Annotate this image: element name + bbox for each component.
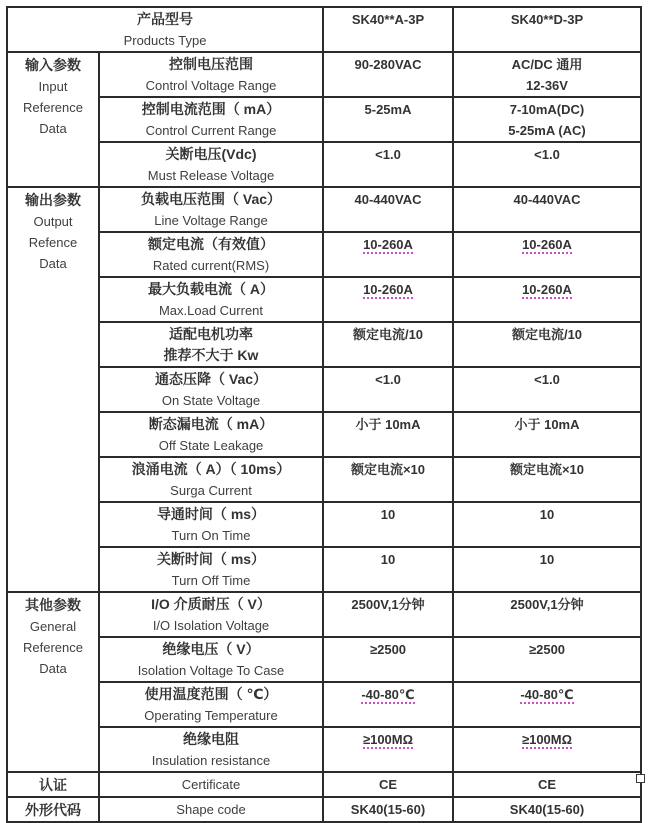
value-cell-a	[323, 277, 453, 322]
value-cell-d	[453, 592, 641, 637]
model-d-label: SK40**D-3P	[510, 12, 584, 27]
value-line: <1.0	[534, 372, 560, 387]
value-cell-a	[323, 412, 453, 457]
table-row	[7, 682, 641, 727]
value-cell-a	[323, 52, 453, 97]
value-line: 小于 10mA	[514, 417, 580, 432]
value-cell-a	[323, 502, 453, 547]
table-row	[7, 322, 641, 367]
value-line: 额定电流×10	[350, 462, 426, 477]
value-cell-d	[453, 367, 641, 412]
value-line	[456, 234, 638, 255]
spellcheck-underline: 10-260A	[522, 282, 572, 297]
param-cell	[99, 682, 323, 727]
table-row	[7, 412, 641, 457]
spellcheck-underline: -40-80℃	[520, 687, 574, 702]
param-label-zh: 适配电机功率	[169, 326, 253, 342]
param-cell	[99, 457, 323, 502]
param-label-en: Shape code	[176, 802, 246, 817]
value-cell-d	[453, 232, 641, 277]
param-label-zh: 关断时间（ ms）	[156, 551, 266, 567]
param-cell	[99, 772, 323, 797]
value-line: 40-440VAC	[354, 192, 422, 207]
value-cell-d	[453, 187, 641, 232]
section-cell	[7, 797, 99, 822]
param-cell	[99, 367, 323, 412]
value-line: CE	[537, 777, 557, 792]
param-cell	[99, 727, 323, 772]
param-label-en: Max.Load Current	[158, 303, 264, 318]
param-label-en: Turn On Time	[171, 528, 251, 543]
spellcheck-underline: 10-260A	[363, 237, 413, 252]
section-label-zh: 其他参数	[25, 597, 81, 613]
value-line: 12-36V	[526, 78, 568, 93]
table-row	[7, 502, 641, 547]
section-label-en: Data	[39, 121, 67, 136]
table-resize-handle[interactable]	[636, 774, 645, 783]
param-label-en: 推荐不大于 Kw	[163, 347, 259, 363]
value-cell-d	[453, 547, 641, 592]
value-cell-d	[453, 277, 641, 322]
param-cell	[99, 547, 323, 592]
value-cell-a	[323, 592, 453, 637]
table-row	[7, 97, 641, 142]
value-cell-d	[453, 797, 641, 822]
header-model-d-cell	[453, 7, 641, 52]
param-cell	[99, 142, 323, 187]
param-label-zh: 导通时间（ ms）	[156, 506, 266, 522]
value-line: 10	[539, 507, 555, 522]
spellcheck-underline: ≥100MΩ	[521, 732, 573, 747]
param-label-en: Control Current Range	[145, 123, 277, 138]
value-line	[326, 234, 450, 255]
value-cell-a	[323, 682, 453, 727]
param-cell	[99, 637, 323, 682]
value-cell-a	[323, 637, 453, 682]
param-cell	[99, 502, 323, 547]
spellcheck-underline: -40-80℃	[361, 687, 415, 702]
spec-table-body	[7, 7, 641, 822]
param-label-zh: 控制电流范围（ mA）	[141, 101, 281, 117]
section-label-zh: 输入参数	[25, 57, 81, 73]
table-row	[7, 637, 641, 682]
param-cell	[99, 187, 323, 232]
param-label-zh: 额定电流（有效值）	[148, 236, 274, 252]
table-row	[7, 52, 641, 97]
section-label-en: Output	[33, 214, 73, 229]
value-cell-d	[453, 502, 641, 547]
value-line	[456, 729, 638, 750]
value-cell-d	[453, 772, 641, 797]
value-line: 额定电流/10	[352, 327, 424, 342]
param-cell	[99, 592, 323, 637]
value-cell-d	[453, 322, 641, 367]
value-line	[456, 684, 638, 705]
param-cell	[99, 52, 323, 97]
section-cell	[7, 772, 99, 797]
param-label-en: Off State Leakage	[158, 438, 264, 453]
value-line: SK40(15-60)	[509, 802, 585, 817]
value-cell-a	[323, 457, 453, 502]
param-label-en: Rated current(RMS)	[152, 258, 270, 273]
value-line: 小于 10mA	[355, 417, 421, 432]
value-line: 额定电流/10	[511, 327, 583, 342]
table-row	[7, 797, 641, 822]
value-line: 40-440VAC	[513, 192, 581, 207]
value-cell-d	[453, 52, 641, 97]
table-row	[7, 547, 641, 592]
param-label-en: I/O Isolation Voltage	[152, 618, 270, 633]
param-cell	[99, 412, 323, 457]
table-row	[7, 772, 641, 797]
table-row	[7, 367, 641, 412]
spellcheck-underline: ≥100MΩ	[362, 732, 414, 747]
value-line: 2500V,1分钟	[510, 597, 584, 612]
value-cell-a	[323, 547, 453, 592]
section-label-zh: 外形代码	[25, 802, 81, 818]
value-cell-d	[453, 457, 641, 502]
value-cell-a	[323, 772, 453, 797]
value-cell-a	[323, 797, 453, 822]
section-cell	[7, 52, 99, 187]
section-label-en: Refence	[28, 235, 78, 250]
spec-table	[6, 6, 642, 823]
param-cell	[99, 97, 323, 142]
value-line	[456, 279, 638, 300]
value-cell-d	[453, 97, 641, 142]
value-cell-d	[453, 727, 641, 772]
value-cell-d	[453, 637, 641, 682]
param-label-zh: 控制电压范围	[169, 56, 253, 72]
value-line: <1.0	[375, 147, 401, 162]
table-row	[7, 592, 641, 637]
value-line: SK40(15-60)	[350, 802, 426, 817]
value-cell-a	[323, 232, 453, 277]
param-label-zh: 断态漏电流（ mA）	[148, 416, 274, 432]
value-line: 10	[380, 507, 396, 522]
table-row	[7, 277, 641, 322]
value-cell-a	[323, 367, 453, 412]
value-line: CE	[378, 777, 398, 792]
param-cell	[99, 232, 323, 277]
value-line: <1.0	[375, 372, 401, 387]
value-cell-d	[453, 142, 641, 187]
section-cell	[7, 592, 99, 772]
param-label-en: Insulation resistance	[151, 753, 271, 768]
section-label-en: Data	[39, 256, 67, 271]
param-label-zh: 绝缘电压（ V）	[162, 641, 260, 657]
param-label-en: Must Release Voltage	[147, 168, 275, 183]
value-line: 10	[539, 552, 555, 567]
section-label-en: Data	[39, 661, 67, 676]
table-row	[7, 727, 641, 772]
value-line: ≥2500	[369, 642, 407, 657]
value-line: 2500V,1分钟	[351, 597, 425, 612]
value-line: 90-280VAC	[354, 57, 422, 72]
header-product-type-cell	[7, 7, 323, 52]
table-row	[7, 232, 641, 277]
value-line	[326, 729, 450, 750]
value-line: 额定电流×10	[509, 462, 585, 477]
value-cell-a	[323, 97, 453, 142]
param-label-zh: I/O 介质耐压（ V）	[151, 596, 271, 612]
value-line: 10	[380, 552, 396, 567]
spellcheck-underline: 10-260A	[522, 237, 572, 252]
section-cell	[7, 187, 99, 592]
param-label-en: Operating Temperature	[144, 708, 278, 723]
section-label-en: General	[29, 619, 77, 634]
param-label-en: Line Voltage Range	[154, 213, 268, 228]
param-cell	[99, 277, 323, 322]
value-cell-a	[323, 187, 453, 232]
header-model-a-cell	[323, 7, 453, 52]
param-label-zh: 最大负载电流（ A）	[148, 281, 274, 297]
param-label-en: Certificate	[181, 777, 241, 792]
table-row	[7, 187, 641, 232]
param-label-zh: 关断电压(Vdc)	[165, 146, 257, 162]
value-cell-a	[323, 322, 453, 367]
value-line: AC/DC 通用	[511, 57, 583, 72]
section-label-en: Reference	[23, 640, 83, 655]
value-cell-d	[453, 682, 641, 727]
value-line: 5-25mA (AC)	[508, 123, 586, 138]
value-cell-a	[323, 142, 453, 187]
value-line	[326, 684, 450, 705]
param-label-en: Turn Off Time	[171, 573, 251, 588]
param-label-zh: 负载电压范围（ Vac）	[140, 191, 282, 207]
value-line: 7-10mA(DC)	[509, 102, 585, 117]
product-type-label-zh: 产品型号	[137, 11, 193, 27]
value-line	[326, 279, 450, 300]
value-line: 5-25mA	[364, 102, 412, 117]
param-label-en: Surga Current	[170, 483, 252, 498]
param-label-en: Control Voltage Range	[145, 78, 277, 93]
param-cell	[99, 797, 323, 822]
param-label-zh: 绝缘电阻	[183, 731, 239, 747]
section-label-zh: 认证	[39, 777, 67, 793]
table-header-row	[7, 7, 641, 52]
spellcheck-underline: 10-260A	[363, 282, 413, 297]
param-label-zh: 使用温度范围（ ℃）	[144, 686, 278, 702]
table-row	[7, 142, 641, 187]
value-line: ≥2500	[528, 642, 566, 657]
param-label-zh: 通态压降（ Vac）	[154, 371, 268, 387]
section-label-en: Input	[38, 79, 68, 94]
table-row	[7, 457, 641, 502]
value-cell-a	[323, 727, 453, 772]
param-label-en: Isolation Voltage To Case	[137, 663, 285, 678]
param-label-en: On State Voltage	[161, 393, 261, 408]
model-a-label: SK40**A-3P	[351, 12, 425, 27]
value-line: <1.0	[534, 147, 560, 162]
section-label-en: Reference	[23, 100, 83, 115]
section-label-zh: 输出参数	[25, 192, 81, 208]
value-cell-d	[453, 412, 641, 457]
product-type-label-en: Products Type	[123, 33, 207, 48]
param-cell	[99, 322, 323, 367]
param-label-zh: 浪涌电流（ A）（ 10ms）	[131, 461, 291, 477]
